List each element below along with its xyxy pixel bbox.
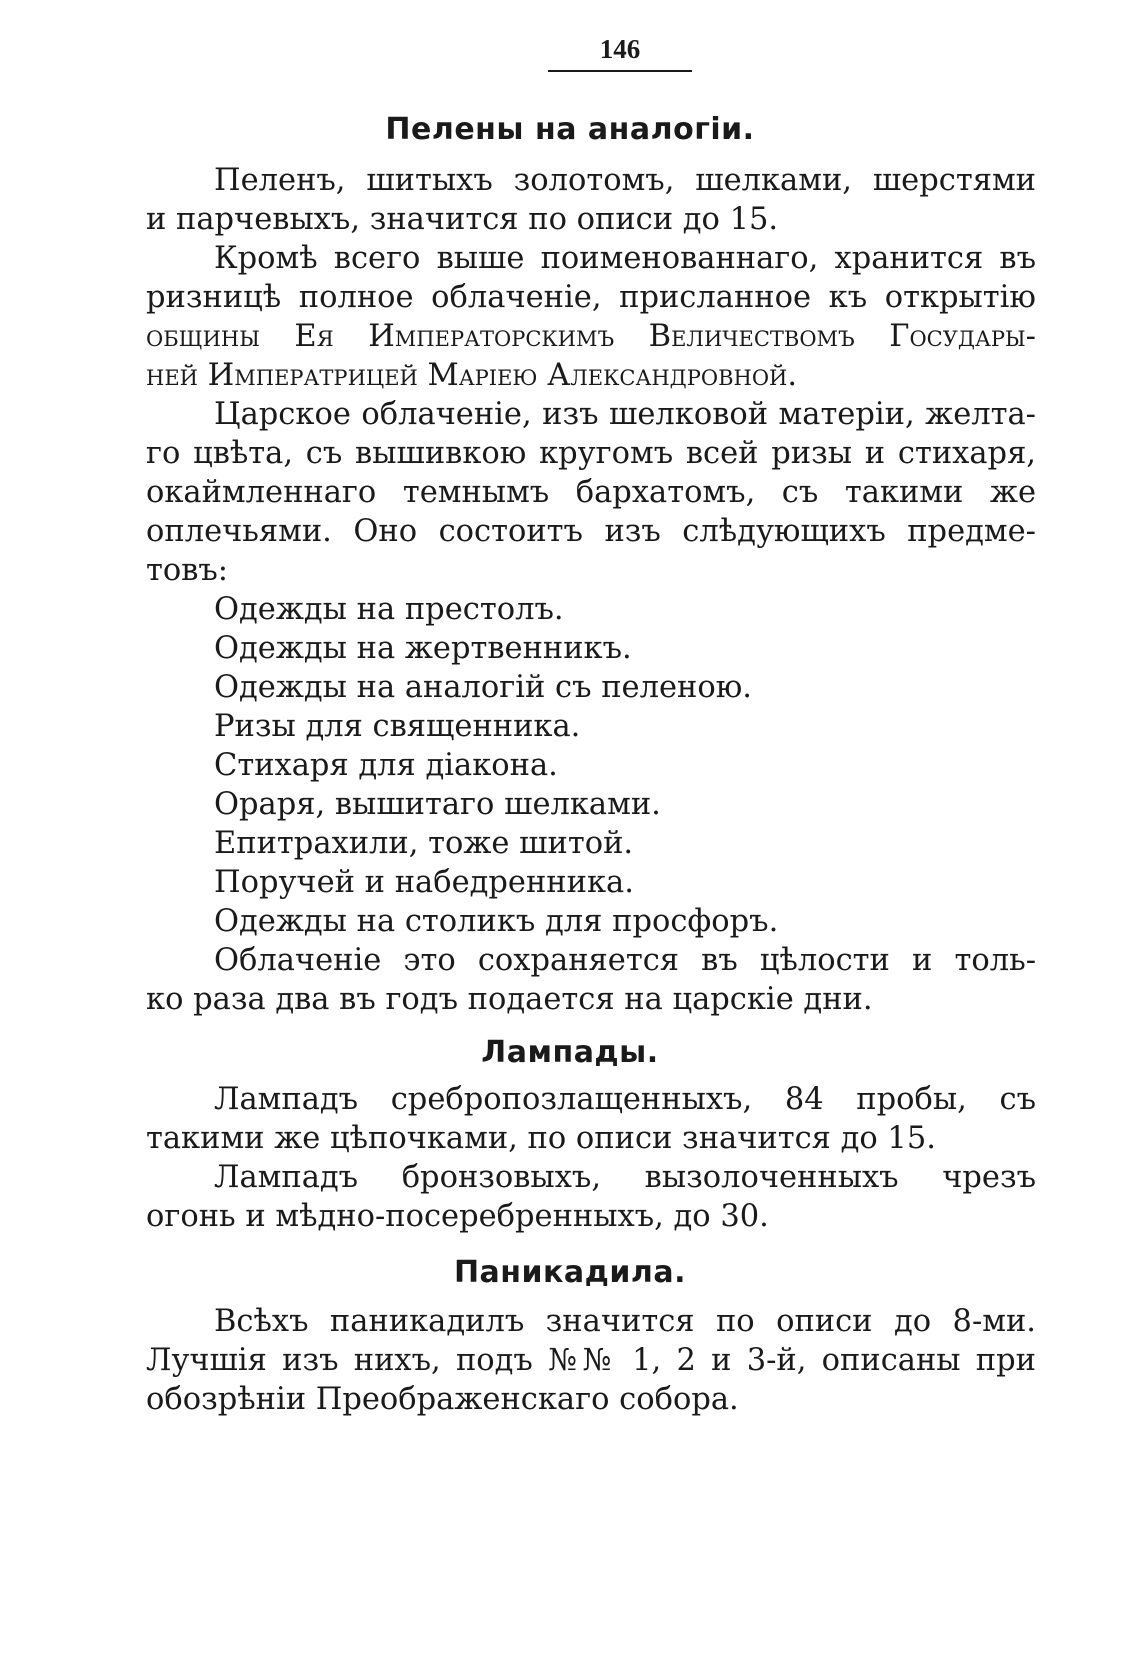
text-line: ризницѣ полное облаченіе, присланное къ открытію xyxy=(146,280,1036,315)
section-heading-pelens: Пелены на аналогіи. xyxy=(385,112,755,147)
list-item: Стихаря для діакона. xyxy=(214,748,558,783)
list-item: Ораря, вышитаго шелками. xyxy=(214,787,661,822)
text-line: обозрѣніи Преображенскаго собора. xyxy=(146,1382,739,1417)
text-line: го цвѣта, съ вышивкою кругомъ всей ризы и стихаря, xyxy=(146,436,1036,471)
text-line: Пеленъ, шитыхъ золотомъ, шелками, шерстями xyxy=(214,163,1036,198)
text-line: ко раза два въ годъ подается на царскіе дни. xyxy=(146,982,873,1017)
text-line: и парчевыхъ, значится по описи до 15. xyxy=(146,202,779,237)
text-line: окаймленнаго темнымъ бархатомъ, съ такими же xyxy=(146,475,1036,510)
text-line: Лучшія изъ нихъ, подъ №№ 1, 2 и 3-й, описаны при xyxy=(146,1343,1036,1378)
list-item: Одежды на жертвенникъ. xyxy=(214,631,632,666)
list-item: Одежды на аналогій съ пеленою. xyxy=(214,670,752,705)
list-item: Ризы для священника. xyxy=(214,709,581,744)
text-line: Лампадъ сребропозлащенныхъ, 84 пробы, съ xyxy=(214,1082,1036,1117)
text-line: Облаченіе это сохраняется въ цѣлости и толь- xyxy=(214,943,1036,978)
text-line: Лампадъ бронзовыхъ, вызолоченныхъ чрезъ xyxy=(214,1160,1036,1195)
text-line: Кромѣ всего выше поименованнаго, хранится въ xyxy=(214,241,1036,276)
text-line: товъ: xyxy=(146,553,229,588)
text-line: оплечьями. Оно состоитъ изъ слѣдующихъ предме- xyxy=(146,514,1036,549)
text-line: ней Императрицей Маріею Александровной. xyxy=(146,358,798,393)
page-number: 146 xyxy=(599,34,641,64)
text-line: Царское облаченіе, изъ шелковой матеріи, желта- xyxy=(214,397,1036,432)
text-line: общины Ея Императорскимъ Величествомъ Государы- xyxy=(146,319,1036,354)
text-line: огонь и мѣдно-посеребренныхъ, до 30. xyxy=(146,1199,769,1234)
header-rule xyxy=(548,70,692,72)
text-line: такими же цѣпочками, по описи значится до 15. xyxy=(146,1121,936,1156)
list-item: Поручей и набедренника. xyxy=(214,865,634,900)
list-item: Одежды на столикъ для просфоръ. xyxy=(214,904,779,939)
list-item: Одежды на престолъ. xyxy=(214,592,564,627)
list-item: Епитрахили, тоже шитой. xyxy=(214,826,634,861)
text-line: Всѣхъ паникадилъ значится по описи до 8-ми. xyxy=(214,1304,1036,1339)
section-heading-lampady: Лампады. xyxy=(481,1035,659,1070)
section-heading-panikadila: Паникадила. xyxy=(453,1255,687,1290)
